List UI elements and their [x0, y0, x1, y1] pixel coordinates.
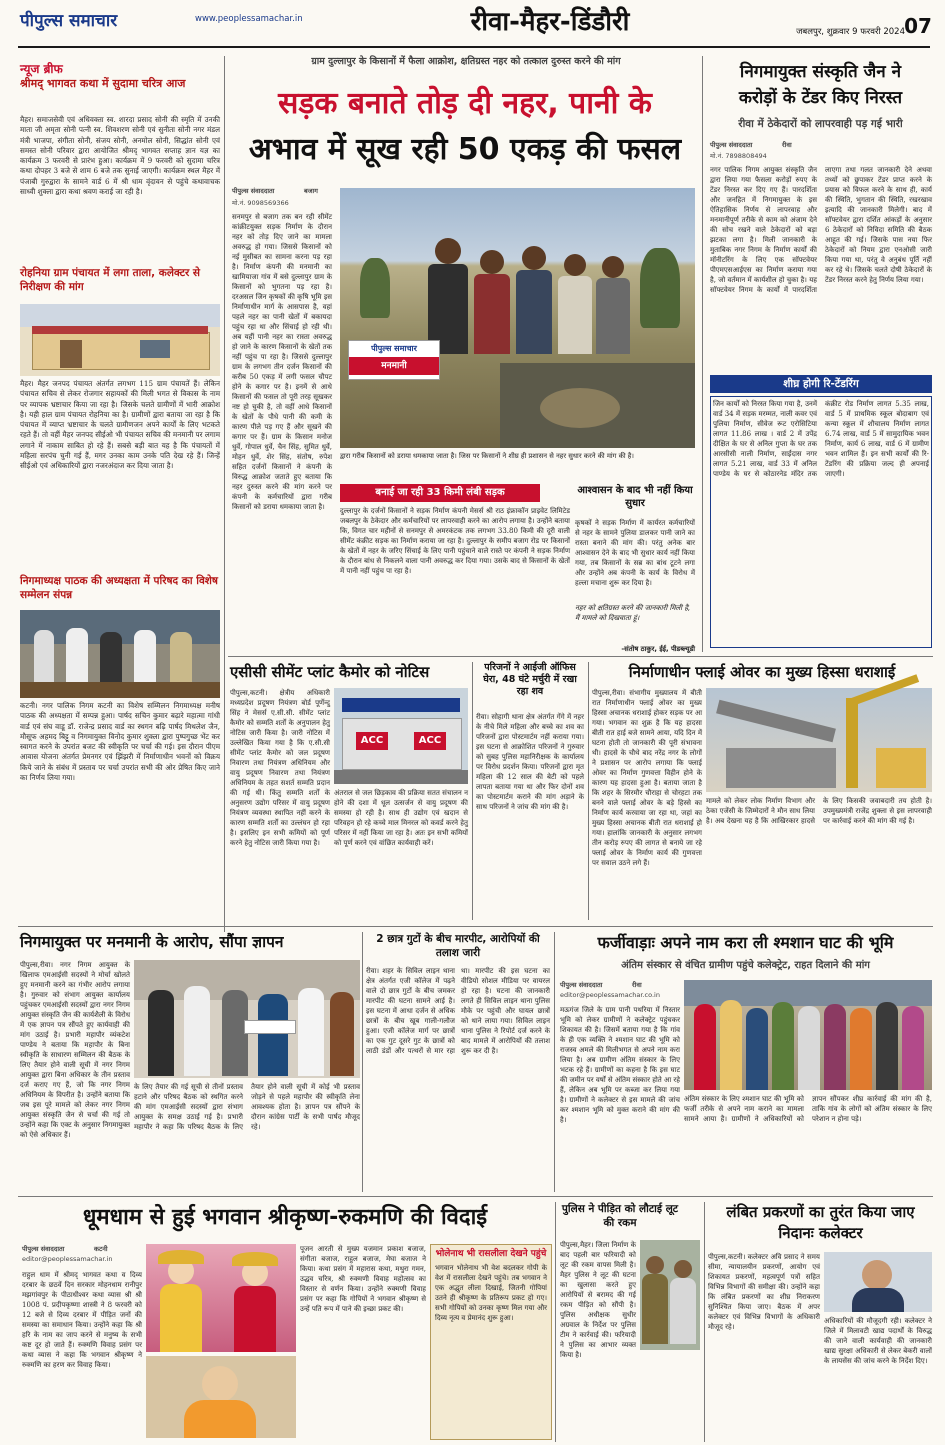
right-story-phone: मो.नं. 7898808494 — [710, 152, 767, 160]
masthead — [0, 0, 945, 52]
brief-3-title: निगमाध्यक्ष पाठक की अध्यक्षता में परिषद का विशेष सम्मेलन संपन्न — [20, 575, 218, 601]
collector-story-body: पीपुल्स,कटनी। कलेक्टर अवि प्रसाद ने समय सीमा, न्यायालयीन प्रकरणों, आयोग एवं शिकायत प्रकरणों, महत्वपूर्ण पत्रों सहित विभिन्न विभागों की समीक्षा की। उन्होंने कहा कि लंबित प्रकरणों का शीघ्र निराकरण सुनिश्चित किया जाए। बैठक में अपर कलेक्टर एवं विभिन्न विभागों के अधिकारी मौजूद रहे। — [708, 1253, 820, 1331]
bottom-divider-1 — [555, 1202, 556, 1442]
lower-divider-2 — [554, 932, 555, 1192]
lower-divider-1 — [362, 932, 363, 1192]
right-story-title-line2: करोड़ों के टेंडर किए निरस्त — [738, 88, 903, 108]
lead-subbody: दुल्लापुर के दर्जनों किसानों ने सड़क निर्माण कंपनी मेसर्स श्री राठ इंफ्राकॉन प्राइवेट लिमिटेड जबलपुर के ठेकेदार और कर्मचारियों पर लापरवाही करने का आरोप लगाया है। उन्होंने बताया कि, विगत चार महीनों से सनमपुर से अमरकंटक तक लगभग 33.80 किमी की दूरी वाली सीमेंट कंक्रीट सड़क का निर्माण कराया जा रहा है। दुल्लापुर के समीप बजाग रोड पर किसानों के खेतों में नहर के जरिए सिंचाई के लिए पानी पहुंचाने वाले रास्ते पर कंपनी ने सड़क निर्माण के दौरान बांध से निकलने वाला पानी अवरुद्ध कर दिया गया। उसके बाद से किसानों के खेतों में पानी नहीं पहुंच पा रहा है। — [340, 507, 570, 575]
acc-notice-title: एसीसी सीमेंट प्लांट कैमोर को नोटिस — [230, 663, 430, 681]
mid-divider-2 — [588, 662, 589, 920]
police-story-title: पुलिस ने पीड़ित को लौटाई लूट की रकम — [561, 1203, 679, 1229]
page-number: 07 — [904, 14, 932, 38]
brief-2-title: रोहनिया ग्राम पंचायत में लगा ताला, कलेक्टर से निरीक्षण की मांग — [20, 267, 201, 293]
bhole-box — [430, 1244, 552, 1440]
lead-kicker: ग्राम दुल्लापुर के किसानों में फैला आक्रोश, क्षतिग्रस्त नहर को तत्काल दुरुस्त करने की मांग — [311, 56, 621, 67]
bottom-row-top-rule — [18, 1196, 933, 1197]
police-handover-photo — [640, 1240, 700, 1350]
flyover-body-2: मामले को लेकर लोक निर्माण विभाग और ठेका एजेंसी के जिम्मेदारों ने मौन साध लिया है। अब देखना यह है कि आखिरकार हादसे के लिए किसकी जवाबदारी तय होती है। उपमुख्यमंत्री राजेंद्र शुक्ला से इस लापरवाही पर कार्रवाई करने की मांग की गई है। — [706, 797, 932, 825]
bhole-box-body: भगवान भोलेनाथ भी वेश बदलकर गोपी के वेश में रासलीला देखने पहुंचे। तब भगवान ने एक अद्भुत लीला दिखाई, जितनी गोपियां उतने ही श्रीकृष्ण के प्रतिरूप प्रकट हो गए। सभी गोपियों को उनका कृष्ण मिल गया और दिव्य नृत्य व प्रेमानंद शुरू हुआ। — [435, 1264, 547, 1322]
brief-3-body: कटनी। नगर पालिक निगम कटनी का विशेष सम्मिलन निगमाध्यक्ष मनीष पाठक की अध्यक्षता में सम्पन्न हुआ। पार्षद सचिन कुमार बढ़ारे महात्मा गांधी वार्ड एवं संघ वाडू डॉ. राजेन्द्र प्रसाद वार्ड का स्थगन बढ़ि पार्षद मिथलेश जैन, मौसूफ अहमद बिट्टू व निगमायुक्त विनोद कुमार शुक्ला द्वारा पुष्पगुच्छ भेंट कर स्वागत करने के उपरांत बजट की स्वीकृति पर चर्चा की गई। इस दौरान पीएम आवास योजना अंतर्गत प्रेमनगर एवं झिंझरी में निर्माणाधीन भवनों को विक्रय किये जाने के संबंध में प्रस्ताव पर चर्चा उपरांत सभी की ओर प्रेषित किए जाने का निर्णय लिया गया। — [20, 701, 220, 783]
bottom-divider-2 — [704, 1202, 705, 1442]
nigam-story-body: पीपुल्स,रीवा। नगर निगम आयुक्त के खिलाफ एमआईसी सदस्यों ने मोर्चा खोलते हुए मनमानी करने का गंभीर आरोप लगाया है। गुरुवार को संभाग आयुक्त कार्यालय पहुंचकर एमआईसी सदस्यों द्वारा नगर निगम आयुक्त संस्कृति जैन की कार्यशैली के विरोध में एक ज्ञापन पत्र सौंपते हुए कार्यवाही की मांग उठाई है। प्रभारी महापौर व्यंकटेश पाण्डेय ने बताया कि महापौर के बिना स्वीकृति के साधारण सम्मिलन की बैठक के लिए तैयार होने वाली सूची में नगर निगम आयुक्त द्वारा बिना अधिकार के तीन प्रस्ताव दर्ज कराए गए हैं, जो कि नगर निगम अधिनियम के विपरीत है। उन्होंने बताया कि जब इस पूरे मामले को लेकर नगर निगम आयुक्त संस्कृति जैन से चर्चा की गई तो उन्होंने कहा कि एक्ट के अनुसार निगमायुक्त को ऐसे अधिकार हैं। — [20, 961, 130, 1139]
photo-badge-brand: पीपुल्स समाचार — [371, 344, 417, 353]
mid-divider-1 — [472, 662, 473, 920]
right-story-deck: रीवा में ठेकेदारों को लापरवाही पड़ गई भारी — [738, 118, 903, 130]
fraud-story-deck: अंतिम संस्कार से वंचित ग्रामीण पहुंचे कलेक्ट्रेट, राहत दिलाने की मांग — [621, 960, 870, 971]
fraud-place: रीवा — [632, 981, 642, 989]
katha-body-2: पूजन आरती से मुख्य यजमान प्रकाश बजाज, संगीता बजाज, राहुल बजाज, मेघा बजाज ने किया। कथा प्रसंग में महारास कथा, मथुरा गमन, उद्धव चरित्र, श्री रुक्मणी विवाह महोत्सव का विस्तार से वर्णन किया। उन्होंने रुक्मणी विवाह प्रसंग पर कहा कि गोपियों ने भगवान श्रीकृष्ण से उन्हें पति रूप में पाने की इच्छा प्रकट की। — [300, 1245, 426, 1313]
official-quote-author: -संतोष ठाकुर, ईई, पीडब्ल्यूडी — [621, 645, 695, 653]
katha-story-title: धूमधाम से हुई भगवान श्रीकृष्ण-रुकमणि की विदाई — [82, 1205, 488, 1230]
fraud-body-2: अंतिम संस्कार के लिए श्मशान घाट की भूमि को फर्जी तरीके से अपने नाम कराने का मामला सामने आया है। ग्रामीणों ने अधिकारियों को ज्ञापन सौंपकर शीघ्र कार्रवाई की मांग की है, ताकि गांव के लोगों को अंतिम संस्कार के लिए परेशान न होना पड़े। — [684, 1095, 932, 1123]
left-column-divider — [224, 56, 225, 932]
lead-headline-line2: अभाव में सूख रही 50 एकड़ की फसल — [248, 132, 682, 167]
bhole-box-title: भोलेनाथ भी रासलीला देखने पहुंचे — [435, 1249, 547, 1259]
memorandum-photo — [134, 960, 360, 1078]
acc-sign-right: ACC — [414, 732, 446, 750]
collector-portrait — [824, 1252, 932, 1312]
flyover-collapse-photo — [706, 688, 932, 792]
right-story-place: रीवा — [782, 141, 792, 149]
lead-right-divider — [702, 56, 703, 652]
villagers-collectorate-photo — [684, 980, 932, 1090]
kathavachak-photo — [146, 1356, 296, 1438]
acc-notice-body: पीपुल्स,कटनी। क्षेत्रीय अधिकारी मध्यप्रदेश प्रदूषण नियंत्रण बोर्ड पूर्णेन्दु सिंह ने मेसर्स ए.सी.सी. सीमेंट प्लांट कैमोर को सम्मति शर्तों के अनुपालन हेतु नोटिस जारी किया है। जारी नोटिस में उल्लेखित किया गया है कि ए.सी.सी सीमेंट प्लांट कैमोर को जल प्रदूषण निवारण तथा नियंत्रण अधिनियम और वायु प्रदूषण निवारण तथा नियंत्रण अधिनियम के तहत सशर्त सम्मति प्रदान की गई थी। किंतु सम्मति शर्तों के अनुसरण उद्योग परिसर में वायु प्रदूषण नियंत्रण व्यवस्था स्थापित नहीं करने के कारण सम्मति शर्तों का उल्लंघन हो रहा है। इसलिए इन सभी कमियों को पूर्ण करने हेतु नोटिस जारी किया गया है। — [230, 689, 330, 847]
photo-badge — [348, 340, 440, 380]
panchayat-building-photo — [20, 304, 220, 376]
nigam-story-body-2: के लिए तैयार की गई सूची से तीनों प्रस्ताव हटाने और परिषद बैठक को स्थगित करने की मांग एमआईसी सदस्यों द्वारा संभाग आयुक्त के समक्ष उठाई गई है। प्रभारी महापौर ने कहा कि परिषद बैठक के लिए तैयार होने वाली सूची में कोई भी प्रस्ताव जोड़ने से पहले महापौर की स्वीकृति लेना आवश्यक होता है। ज्ञापन पत्र सौंपने के दौरान कांग्रेस पार्टी के सभी पार्षद मौजूद रहे। — [134, 1083, 360, 1131]
katha-place: कटनी — [94, 1245, 108, 1253]
morgue-story-body: रीवा। सोहागी थाना क्षेत्र अंतर्गत गेंगे में नहर के नीचे मिले महिला और बच्चे का शव का परिजनों द्वारा पोस्टमार्टम नहीं कराया गया। इस घटना से आक्रोशित परिजनों ने गुरुवार को सुबह पुलिस महानिरीक्षक के कार्यालय पर विरोध प्रदर्शन किया। परिजनों द्वारा मृत महिला की 12 साल की बेटी को पहले लापता बताया गया था और फिर दोनों शव का पोस्टमार्टम कराने की मांग अड़ाने के साथ परिजनों ने जांच की मांग की है। — [476, 713, 584, 811]
retender-box-title: शीघ्र होगी रि-टेंडरिंग — [710, 375, 932, 393]
edition-title: रीवा-मैहर-डिंडौरी — [470, 7, 630, 37]
lead-phone: मो.नं. 9098569366 — [232, 199, 289, 207]
news-brief-label: न्यूज ब्रीफ — [20, 62, 63, 76]
council-meeting-photo — [20, 610, 220, 698]
official-quote: नहर को क्षतिग्रस्त करने की जानकारी मिली है, मैं मामले को दिखवाता हूं। — [575, 604, 691, 622]
lower-row-top-rule — [18, 926, 933, 927]
middle-row-top-rule — [228, 656, 933, 657]
katha-byline: पीपुल्स संवाददाता — [22, 1245, 65, 1253]
collector-story-body-2: अधिकारियों की मौजूदगी रही। कलेक्टर ने जिले में मिलावटी खाद्य पदार्थों के विरुद्ध की जाने वाली कार्यवाही की जानकारी खाद्य सुरक्षा अधिकारी से लेकर बेकरी वालों के लायसेंस की जांच करने के निर्देश दिए। — [824, 1317, 932, 1365]
lead-body: सनमपुर से बजाग तक बन रही सीमेंट कांक्रीटयुक्त सड़क निर्माण के दौरान नहर को तोड़ दिए जाने का मामला अवरुद्ध हो गया। जिससे किसानों को नई मुसीबत का सामना करना पड़ रहा है। निर्माण कंपनी की मनमानी का खामियाजा गांव में बसे दुल्लापुर ग्राम के किसानों को भुगतना पड़ रहा है। दरअसल जिन कृषकों की कृषि भूमि इस निर्माणाधीन मार्ग के आसपास है, वहां पहले नहर का पानी खेतों में बकायदा पहुंच रहा था और सिंचाई हो रही थी। अब यहीं पानी नहर का रास्ता अवरुद्ध हो जाने के कारण किसानों के खेतों तक नहीं पहुंच पा रहा है। जिससे दुल्लापुर ग्राम के लगभग तीन दर्जन किसानों की करीब 50 एकड़ में लगी फसल चौपट होने के कगार पर है। इनमें से आधे किसानों की फसल तो पूरी तरह सूखकर नष्ट हो चुकी है, तो वहीं आधे किसानों के खेतों के पौधे पानी की कमी के कारण पीले पड़ गए हैं और सूखने की कगार पर हैं। ग्राम के किसान मनोज धुर्वे, गोपाल धुर्वे, चैन सिंह, सुमित धुर्वे, मोहन धुर्वे, शेर सिंह, संतोष, रुपेश सहित दर्जनों किसानों ने कंपनी के विरुद्ध आक्रोश जताते हुए बताया कि नहर दुरुस्त करने की मांग करने पर कंपनी के कर्मचारियों द्वारा गरीब किसानों को डराया धमकाया जाता है। — [232, 213, 332, 511]
right-story-title-line1: निगमायुक्त संस्कृति जैन ने — [739, 62, 902, 82]
collector-story-title: लंबित प्रकरणों का तुरंत किया जाए निदानः कलेक्टर — [726, 1203, 915, 1242]
lead-place: बजाग — [304, 187, 318, 195]
right-story-byline: पीपुल्स संवाददाता — [710, 141, 753, 149]
brief-2-body: मैहर। मैहर जनपद पंचायत अंतर्गत लगभग 115 ग्राम पंचायतें हैं। लेकिन पंचायत सचिव से लेकर रोजगार सहायकों की मिली भगत से विकास के नाम पर व्यापक भ्रष्टाचार किया जा रहा है। जिसके चलते ग्रामीणों में भारी आक्रोश है। यही हाल ग्राम पंचायत रोहनिया का है। ग्रामीणों द्वारा बताया जा रहा है कि पंचायत में व्याप्त भ्रष्टाचार के चलते ग्रामीणजन अपने कार्यों के लिए भटकते रहते हैं। तो वहीं मैहर जनपद सीईओ भी पंचायत सचिव की मनमानी पर लगाम लगाने में नाकाम साबित हो रहे हैं। सबसे बड़ी बात यह है कि पंचायतों में महिला सरपंच चुनी गई हैं, मगर उनका काम उनके पति देख रहे हैं। जिन्हें सीईओ एवं अधिकारियों द्वारा नजरअंदाज कर दिया जाता है। — [20, 379, 220, 471]
nigam-story-title: निगमायुक्त पर मनमानी के आरोप, सौंपा ज्ञापन — [20, 933, 284, 951]
assurance-body: कृषकों ने सड़क निर्माण में कार्यरत कर्मचारियों से नहर के सामने पुलिया डालकर पानी जाने का रास्ता बनाने की मांग की। परंतु अनेक बार आश्वासन देने के बाद भी सुधार कार्य नहीं किया गया, तब किसानों के सब्र का बांध टूटने लगा और उन्होंने अब कंपनी के कार्य के विरोध में हल्ला मचाना शुरू कर दिया है। — [575, 519, 695, 587]
flyover-body: पीपुल्स,रीवा। संभागीय मुख्यालय में बीती रात निर्माणाधीन फ्लाई ओवर का मुख्य हिस्सा अचानक धराशाई होकर सड़क पर आ गया। भगवान का शुक्र है कि यह हादसा बीती रात हाई बजे सामने आया, यदि दिन में घटना होती तो जानकारी की पूरी संभावना थी। हादसे के चौथे बाद नरेंद्र नगर के लोगों ने प्रशासन पर आरोप लगाया कि फ्लाई ओवर का निर्माण गुणवत्ता विहीन होने के कारण यह हादसा हुआ है। बताया जाता है कि शहर के सिरमौर चौराहा से चोरहटा तक बनने वाले फ्लाई ओवर के बड़े हिस्से का निर्माण कार्य करवाया जा रहा था, जहां का मुख्य हिस्सा अचानक बीती रात धराशाई हो गया। हालांकि जानकारी के अनुसार लगभग तीन करोड़ रुपए की लागत से बनाये जा रहे फ्लाई ओवर के निर्माण कार्य की गुणवत्ता पर सवाल उठने लगे हैं। — [592, 689, 702, 867]
acc-sign-left: ACC — [356, 732, 388, 750]
katha-email[interactable]: editor@peoplessamachar.in — [22, 1255, 113, 1263]
lead-photo-caption: द्वारा गरीब किसानों को डराया धमकाया जाता है। जिस पर किसानों ने शीघ्र ही प्रशासन से नहर सुधार करने की मांग की है। — [340, 452, 634, 460]
photo-badge-tag: मनमानी — [349, 357, 439, 375]
lead-subhead: बनाई जा रही 33 किमी लंबी सड़क — [340, 484, 540, 502]
acc-notice-body-2: अंतराल से जल छिड़काव की प्रक्रिया सतत संचालन न होने की दशा में धूल उत्सर्जन से वायु प्रदूषण की समस्या हो रही है। साथ ही उद्योग एवं खदान से परिवहन हो रहे कच्चे माल मिनरल को कवर्ड करने हेतु परिसर में नहीं किया जा रहा है। अतः इन सभी कमियों को पूर्ण करने एवं वांछित कार्यवाही करें। — [334, 789, 468, 847]
students-fight-body: रीवा। शहर के सिविल लाइन थाना क्षेत्र अंतर्गत एजी कॉलेज में पढ़ने वाले दो छात्र गुटों के बीच जमकर मारपीट की घटना सामने आई है। इस घटना में आधा दर्जन से अधिक छात्रों के बीच खूब गाली-गलौज हुआ। एजी कॉलेज मार्ग पर छात्रों का एक गुट दूसरे गुट के छात्रों को लाठी डंडों और पत्थरों से मार रहा था। मारपीट की इस घटना का वीडियो सोशल मीडिया पर वायरल हो रहा है। घटना की जानकारी लगते ही सिविल लाइन थाना पुलिस मौके पर पहुंची और घायल छात्रों को थाने लाया गया। सिविल लाइन थाना पुलिस ने रिपोर्ट दर्ज करने के बाद मामले में आरोपियों की तलाश शुरू कर दी है। — [366, 967, 550, 1055]
website-link[interactable]: www.peoplessamachar.in — [195, 14, 303, 24]
students-fight-title: 2 छात्र गुटों के बीच मारपीट, आरोपियों की तलाश जारी — [376, 933, 540, 959]
fraud-byline: पीपुल्स संवाददाता — [560, 981, 603, 989]
retender-box-body: जिन कार्यों को निरस्त किया गया है, उनमें वार्ड 34 में सड़क मरम्मत, नाली कवर एवं पुलिया निर्माण, सीवेज रूट एरोसिटिया लागत 11.86 लाख । वार्ड 2 में उपेंद्र दीक्षित के घर से अनिल गुप्ता के घर तक आरसीसी नाली निर्माण, साईंदास नगर लागत 5.21 लाख, वार्ड 33 में अनिल पाण्डेय के घर से कोठारनेड मंदिर तक कंक्रीट रोड निर्माण लागत 5.35 लाख, वार्ड 5 में प्राथमिक स्कूल बोदाबाग एवं कन्या स्कूल में शौचालय निर्माण लागत 6.74 लाख, वार्ड 5 में सामुदायिक भवन निर्माण, कार्य 6 लाख, वार्ड 6 में ग्रामीण भवन शामिल हैं। इन सभी कार्यों की रि-टेंडरिंग की प्रक्रिया जल्द ही अपनाई जाएगी। — [710, 396, 932, 648]
lead-headline-line1: सड़क बनाते तोड़ दी नहर, पानी के — [278, 86, 652, 121]
flyover-title: निर्माणाधीन फ्लाई ओवर का मुख्य हिस्सा धराशाई — [628, 663, 896, 681]
brand-logo: पीपुल्स समाचार — [20, 11, 118, 31]
police-story-body: पीपुल्स,मैहर। जिला निर्माण के बाद पहली बार फरियादी को लूट की रकम वापस मिली है। मैहर पुलिस ने लूट की घटना का खुलासा करते हुए आरोपियों से बरामद की गई रकम पीड़ित को सौंपी है। पुलिस अधीक्षक सुधीर अग्रवाल के निर्देश पर पुलिस टीम ने कार्रवाई की। फरियादी ने पुलिस का आभार व्यक्त किया है। — [560, 1241, 636, 1359]
brief-1-body: मैहर। समाजसेवी एवं अधिवक्ता स्व. शारदा प्रसाद सोनी की स्मृति में उनकी माता जी अमृता सोनी पत्नी स्व. शिवशरण सोनी एवं सुनीता सोनी नगर मंडल मंत्री भाजपा, संगीता सोनी, संजय सोनी, अनमोल सोनी, सिद्धांत सोनी एवं समस्त सोनी परिवार द्वारा आयोजित श्रीमद् भागवत सप्ताह ज्ञान यज्ञ का कार्यक्रम 3 फरवरी से प्रारंभ हुआ। कार्यक्रम में 9 फरवरी को सुदामा चरित्र कथा दोपहर 3 बजे से शाम 6 बजे तक सुनाई जाएगी। कार्यक्रम स्थल मैहर में पंजाबी गुरुद्वारा के सामने वार्ड 6 में श्री धाम वृंदावन से पहुंचे कथावाचक साध्वी शुक्ला द्वारा कथा श्रवण कराई जा रही है। — [20, 115, 220, 197]
farmers-photo — [340, 188, 695, 448]
edition-date: जबलपुर, शुक्रवार 9 फरवरी 2024 — [796, 27, 905, 37]
acc-plant-photo — [334, 688, 468, 784]
masthead-rule — [18, 46, 930, 48]
fraud-body: मऊगंज जिले के ग्राम पानी पथरिया में निस्तार भूमि को लेकर ग्रामीणों ने कलेक्ट्रेट पहुंचकर शिकायत की है। जिसमें बताया गया है कि गांव के ही एक व्यक्ति ने श्मशान घाट की भूमि को राजस्व अमले की मिलीभगत से अपने नाम करा लिया है। अब ग्रामीण अंतिम संस्कार के लिए भटक रहे हैं। ग्रामीणों का कहना है कि इस घाट की जमीन पर वर्षों से अंतिम संस्कार होते आ रहे हैं, लेकिन अब भूमि पर कब्जा कर लिया गया है। ग्रामीणों ने कलेक्टर से इस मामले की जांच कर श्मशान भूमि को मुक्त कराने की मांग की है। — [560, 1006, 680, 1124]
fraud-email[interactable]: editor@peoplessamachar.co.in — [560, 991, 660, 999]
right-story-body: नगर पालिक निगम आयुक्त संस्कृति जैन द्वारा लिया गया फैसला करोड़ों रुपए के टेंडर निरस्त कर दिए गए हैं। पारदर्शिता और जनहित में निगमायुक्त के इस ऐतिहासिक निर्णय से लापरवाह और मनमानीपूर्ण तरीके से काम को अंजाम देने की सोच रखने वाले ठेकेदारों को बड़ा झटका लगा है। मिली जानकारी के मुताबिक नगर निगम के निर्माण कार्यों की मॉनीटरिंग के लिए एक सॉफ्टवेयर पीएमएसआईएस का निर्माण कराया गया है, जो वर्तमान में कार्यशील हो चुका है। यह सॉफ्टवेयर निगम के कार्यों में पारदर्शिता लाएगा तथा गलत जानकारी देने अथवा तथ्यों को छुपाकर टेंडर प्राप्त करने के प्रयास को विफल करने के साथ ही, कार्य की स्थिति, भुगतान की स्थिति, रखरखाव इत्यादि की जानकारी मिलेगी। बाद में सॉफ्टवेयर द्वारा दर्शित आंकड़ों के अनुसार 6 ठेकेदारों को निविदा समिति की बैठक आहूत की गई। जिसके पास नया फिर ठेकेदारों को नियम द्वारा एनओसी जारी किया गया था, परंतु वे अनुबंध पूर्ति नहीं कर रहे थे। जिसके चलते दोषी ठेकेदारों के टेंडर निरस्त करने हेतु निर्णय लिया गया। — [710, 166, 932, 294]
krishna-rukmani-photo — [146, 1244, 296, 1352]
fraud-story-title: फर्जीवाड़ाः अपने नाम करा ली श्मशान घाट की भूमि — [597, 933, 894, 952]
morgue-story-title: परिजनों ने आईजी ऑफिस घेरा, 48 घंटे मर्चुरी में रखा रहा शव — [483, 662, 577, 697]
brief-1-title: श्रीमद् भागवत कथा में सुदामा चरित्र आज — [20, 77, 186, 90]
assurance-title: आश्वासन के बाद भी नहीं किया सुधार — [577, 485, 693, 509]
katha-body: राहुल धाम में श्रीमद् भागवत कथा व दिव्य दरबार के छठवें दिन सरकार मोहनधाम रानीपुर मझगांवपुर के पीठाधीश्वर कथा व्यास श्री श्री 1008 पं. प्रदीपकृष्णा शास्त्री ने 8 फरवरी को 12 बजे से दिव्य दरबार में पीड़ित जनों की समस्या का समाधान किया। उन्होंने कहा कि श्री हरि के नाम का जाप करने से मनुष्य के सभी कष्ट दूर हो जाते हैं। रुक्मणि विवाह प्रसंग पर कथा व्यास ने कहा कि भगवान श्रीकृष्ण ने रुक्मणि का हरण कर विवाह किया। — [22, 1271, 142, 1369]
lead-byline: पीपुल्स संवाददाता — [232, 187, 275, 195]
